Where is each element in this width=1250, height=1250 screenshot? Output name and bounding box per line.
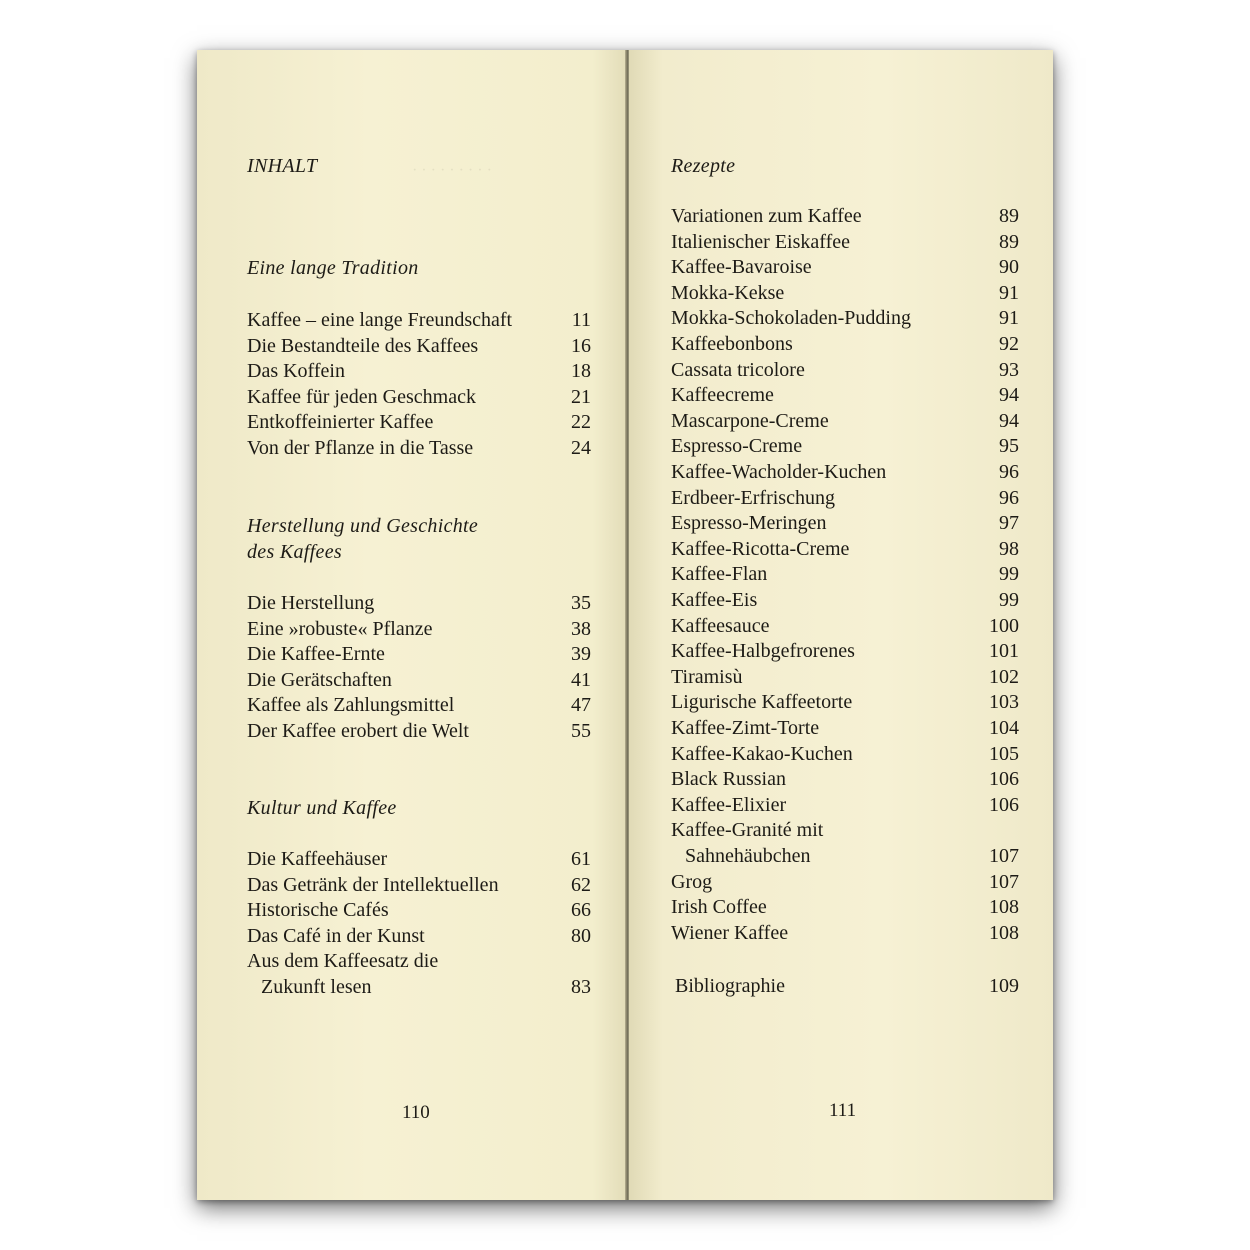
recipe-entry: Kaffee-Flan [671, 563, 768, 586]
section-heading: des Kaffees [247, 540, 342, 563]
section-heading: Herstellung und Geschichte [247, 515, 479, 537]
toc-page-number: 66 [571, 899, 591, 922]
recipe-page-number: 97 [999, 512, 1019, 535]
recipe-entry: Kaffee-Ricotta-Creme [671, 537, 850, 560]
recipe-page-number: 105 [989, 742, 1019, 765]
recipe-entry: Mokka-Schokoladen-Pudding [671, 307, 911, 330]
recipe-page-number: 93 [999, 358, 1019, 381]
recipe-entry: Kaffee-Eis [671, 589, 758, 611]
toc-entry: Die Herstellung [247, 592, 375, 614]
recipe-entry: Espresso-Creme [671, 435, 803, 458]
recipes-title: Rezepte [671, 155, 736, 177]
recipe-page-number: 89 [999, 230, 1019, 253]
recipe-page-number: 96 [999, 486, 1019, 509]
toc-page-number: 24 [571, 437, 591, 459]
bibliography-page-number: 109 [989, 975, 1019, 997]
recipe-entry: Wiener Kaffee [671, 921, 789, 944]
recipe-page-number: 107 [989, 870, 1019, 893]
recipe-page-number: 95 [999, 435, 1019, 458]
toc-entry: Kaffee – eine lange Freundschaft [247, 309, 513, 331]
recipe-entry: Cassata tricolore [671, 358, 805, 381]
toc-page-number: 35 [571, 592, 591, 614]
recipe-entry: Kaffeebonbons [671, 333, 793, 355]
recipe-page-number: 106 [989, 793, 1019, 816]
left-page [197, 50, 627, 1200]
recipe-page-number: 92 [999, 333, 1019, 355]
recipe-entry: Mascarpone-Creme [671, 409, 829, 432]
recipe-page-number: 101 [989, 640, 1019, 663]
recipe-page-number: 99 [999, 563, 1019, 586]
recipe-page-number: 94 [999, 384, 1019, 407]
toc-page-number: 11 [571, 309, 591, 331]
recipe-entry: Variationen zum Kaffee [671, 205, 862, 227]
toc-entry: Von der Pflanze in die Tasse [247, 437, 474, 459]
toc-entry: Die Kaffee-Ernte [247, 643, 385, 666]
recipe-entry: Grog [671, 870, 713, 893]
recipe-entry: Kaffee-Wacholder-Kuchen [671, 461, 887, 483]
recipe-entry: Erdbeer-Erfrischung [671, 486, 835, 509]
page-number: 111 [829, 1100, 857, 1121]
bleed-through-text: · · · · · · · · · [412, 162, 492, 179]
contents-title: INHALT [247, 155, 318, 177]
open-book [197, 50, 1053, 1200]
toc-entry: Der Kaffee erobert die Welt [247, 720, 469, 742]
toc-entry: Das Café in der Kunst [247, 924, 425, 947]
page-number: 110 [402, 1102, 430, 1123]
recipe-entry: Mokka-Kekse [671, 281, 785, 304]
recipe-page-number: 107 [989, 845, 1019, 867]
toc-entry: Die Kaffeehäuser [247, 848, 388, 870]
recipe-entry: Kaffee-Halbgefrorenes [671, 640, 855, 663]
recipe-page-number: 100 [989, 614, 1019, 637]
toc-page-number: 21 [571, 385, 591, 408]
recipe-page-number: 98 [999, 537, 1019, 560]
toc-entry: Historische Cafés [247, 899, 389, 922]
recipe-entry: Black Russian [671, 768, 786, 791]
recipe-entry: Kaffee-Kakao-Kuchen [671, 742, 853, 765]
recipe-page-number: 104 [989, 717, 1019, 739]
recipe-entry: Italienischer Eiskaffee [671, 230, 850, 253]
recipe-entry: Sahnehäubchen [685, 845, 811, 867]
toc-entry: Zukunft lesen [261, 976, 372, 998]
toc-page-number: 83 [571, 976, 591, 998]
toc-entry: Die Bestandteile des Kaffees [247, 334, 479, 357]
recipe-page-number: 108 [989, 921, 1019, 944]
section-heading: Kultur und Kaffee [247, 797, 397, 819]
toc-page-number: 39 [571, 643, 591, 666]
recipe-entry: Ligurische Kaffeetorte [671, 691, 853, 714]
recipe-entry: Kaffee-Granité mit [671, 819, 824, 842]
toc-page-number: 41 [571, 668, 591, 691]
recipe-page-number: 99 [999, 589, 1019, 611]
toc-entry: Eine »robuste« Pflanze [247, 617, 433, 640]
toc-page-number: 22 [571, 411, 591, 434]
toc-page-number: 18 [571, 360, 591, 383]
section-heading: Eine lange Tradition [247, 257, 419, 279]
toc-entry: Das Koffein [247, 360, 345, 383]
recipe-entry: Kaffeesauce [671, 614, 770, 637]
recipe-entry: Kaffeecreme [671, 384, 774, 407]
recipe-page-number: 108 [989, 896, 1019, 919]
toc-page-number: 16 [571, 334, 591, 357]
toc-entry: Kaffee als Zahlungsmittel [247, 694, 455, 717]
toc-page-number: 55 [571, 720, 591, 742]
recipe-page-number: 90 [999, 256, 1019, 279]
recipe-entry: Tiramisù [671, 665, 743, 688]
toc-page-number: 61 [571, 848, 591, 870]
toc-entry: Entkoffeinierter Kaffee [247, 411, 434, 434]
recipe-entry: Kaffee-Elixier [671, 793, 787, 816]
recipe-page-number: 96 [999, 461, 1019, 483]
recipe-page-number: 102 [989, 665, 1019, 688]
toc-page-number: 62 [571, 873, 591, 896]
recipe-page-number: 91 [999, 307, 1019, 330]
toc-page-number: 38 [571, 617, 591, 640]
recipe-page-number: 103 [989, 691, 1019, 714]
recipe-entry: Kaffee-Bavaroise [671, 256, 812, 279]
toc-page-number: 80 [571, 924, 591, 947]
recipe-page-number: 91 [999, 281, 1019, 304]
recipe-page-number: 89 [999, 205, 1019, 227]
recipe-page-number: 94 [999, 409, 1019, 432]
toc-page-number: 47 [571, 694, 591, 717]
toc-entry: Aus dem Kaffeesatz die [247, 950, 439, 973]
recipe-entry: Espresso-Meringen [671, 512, 827, 535]
recipe-entry: Kaffee-Zimt-Torte [671, 717, 820, 739]
bibliography-entry: Bibliographie [675, 975, 785, 997]
right-page [629, 50, 1053, 1200]
recipe-entry: Irish Coffee [671, 896, 767, 919]
toc-entry: Die Gerätschaften [247, 668, 392, 691]
toc-entry: Kaffee für jeden Geschmack [247, 385, 476, 408]
toc-entry: Das Getränk der Intellektuellen [247, 873, 499, 896]
recipe-page-number: 106 [989, 768, 1019, 791]
